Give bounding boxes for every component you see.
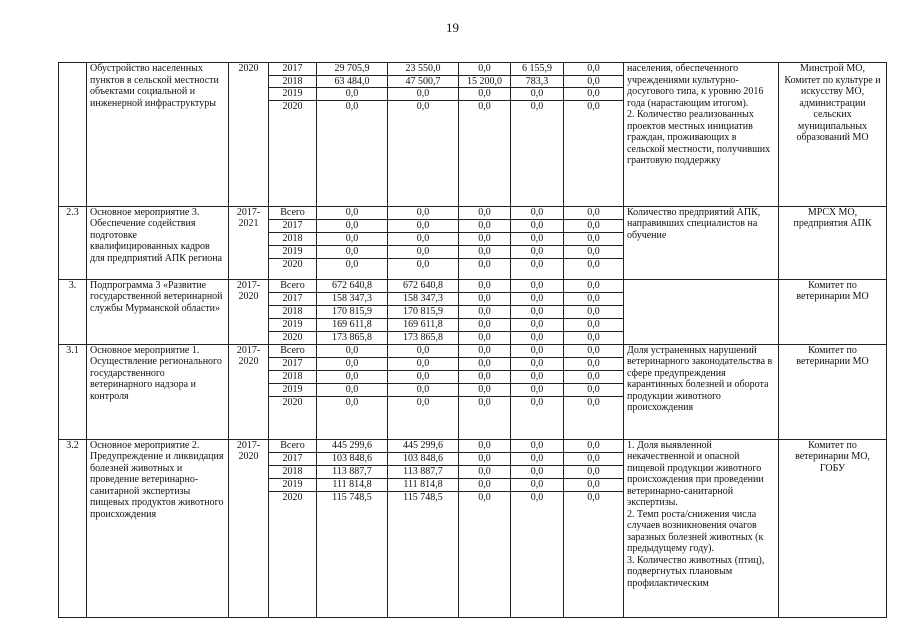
amount-rb: 0,0 <box>459 100 511 206</box>
indicator: Количество предприятий АПК, направивших специалистов на обучение <box>624 206 779 279</box>
page-number: 19 <box>446 20 459 35</box>
amount-vb: 0,0 <box>564 258 624 279</box>
amount-rb: 0,0 <box>459 331 511 344</box>
amount-total: 0,0 <box>317 100 388 206</box>
amount-rb: 0,0 <box>459 478 511 491</box>
amount-rb: 0,0 <box>459 465 511 478</box>
amount-total: 115 748,5 <box>317 491 388 617</box>
amount-mb: 0,0 <box>511 491 564 617</box>
year-cell: 2018 <box>269 232 317 245</box>
amount-total: 0,0 <box>317 88 388 101</box>
amount-vb: 0,0 <box>564 305 624 318</box>
amount-mb: 0,0 <box>511 245 564 258</box>
amount-fb: 445 299,6 <box>388 439 459 452</box>
amount-fb: 47 500,7 <box>388 75 459 88</box>
indicator: населения, обеспеченного учреждениями культурно-досугового типа, к уровню 2016 года (нарастающим итогом). 2. Количество реализованных проектов местных инициатив граждан, проживающих в сельской местности, получивших грантовую поддержку <box>624 63 779 207</box>
amount-vb: 0,0 <box>564 331 624 344</box>
amount-vb: 0,0 <box>564 292 624 305</box>
row-number: 3.2 <box>59 439 87 617</box>
amount-mb: 0,0 <box>511 292 564 305</box>
amount-vb: 0,0 <box>564 63 624 76</box>
amount-mb: 0,0 <box>511 396 564 439</box>
year-cell: 2017 <box>269 292 317 305</box>
amount-total: 173 865,8 <box>317 331 388 344</box>
amount-rb: 0,0 <box>459 344 511 357</box>
amount-rb: 0,0 <box>459 370 511 383</box>
indicator <box>624 279 779 344</box>
amount-mb: 0,0 <box>511 305 564 318</box>
amount-vb: 0,0 <box>564 478 624 491</box>
executor: Комитет по ветеринарии МО <box>779 344 887 439</box>
amount-vb: 0,0 <box>564 88 624 101</box>
amount-total: 113 887,7 <box>317 465 388 478</box>
period: 2020 <box>229 63 269 207</box>
amount-vb: 0,0 <box>564 318 624 331</box>
year-cell: 2018 <box>269 75 317 88</box>
amount-vb: 0,0 <box>564 383 624 396</box>
activity-name: Обустройство населенных пунктов в сельской местности объектами социальной и инженерной инфраструктуры <box>87 63 229 207</box>
indicator: 1. Доля выявленной некачественной и опасной пищевой продукции животного происхождения при проведении ветеринарно-санитарной экспертизы. 2. Темп роста/снижения числа случаев возникновения очагов заразных болезней животных (к предыдущему году). 3. Количество животных (птиц), подвергнутых плановым профилактическим <box>624 439 779 617</box>
year-cell: 2019 <box>269 478 317 491</box>
amount-rb: 0,0 <box>459 383 511 396</box>
row-number: 3. <box>59 279 87 344</box>
year-cell: 2018 <box>269 370 317 383</box>
amount-vb: 0,0 <box>564 344 624 357</box>
amount-vb: 0,0 <box>564 100 624 206</box>
amount-fb: 0,0 <box>388 357 459 370</box>
amount-total: 0,0 <box>317 245 388 258</box>
row-number <box>59 63 87 207</box>
amount-total: 0,0 <box>317 383 388 396</box>
amount-total: 0,0 <box>317 344 388 357</box>
year-cell: Всего <box>269 439 317 452</box>
amount-rb: 0,0 <box>459 88 511 101</box>
amount-mb: 0,0 <box>511 100 564 206</box>
amount-mb: 0,0 <box>511 465 564 478</box>
executor: Комитет по ветеринарии МО, ГОБУ <box>779 439 887 617</box>
amount-fb: 158 347,3 <box>388 292 459 305</box>
period: 2017- 2020 <box>229 439 269 617</box>
program-table <box>58 62 887 618</box>
amount-total: 672 640,8 <box>317 279 388 292</box>
amount-fb: 0,0 <box>388 100 459 206</box>
row-number: 2.3 <box>59 206 87 279</box>
amount-fb: 0,0 <box>388 206 459 219</box>
amount-rb: 0,0 <box>459 63 511 76</box>
year-cell: 2020 <box>269 100 317 206</box>
table-row <box>59 344 887 357</box>
amount-mb: 0,0 <box>511 478 564 491</box>
amount-vb: 0,0 <box>564 206 624 219</box>
amount-total: 445 299,6 <box>317 439 388 452</box>
amount-mb: 0,0 <box>511 258 564 279</box>
amount-mb: 0,0 <box>511 219 564 232</box>
year-cell: 2020 <box>269 396 317 439</box>
year-cell: 2020 <box>269 258 317 279</box>
amount-rb: 0,0 <box>459 318 511 331</box>
amount-vb: 0,0 <box>564 396 624 439</box>
amount-fb: 115 748,5 <box>388 491 459 617</box>
activity-name: Основное мероприятие 3. Обеспечение содействия подготовке квалифицированных кадров для предприятий АПК региона <box>87 206 229 279</box>
amount-total: 0,0 <box>317 232 388 245</box>
amount-rb: 0,0 <box>459 245 511 258</box>
executor: Комитет по ветеринарии МО <box>779 279 887 344</box>
amount-fb: 0,0 <box>388 245 459 258</box>
amount-rb: 0,0 <box>459 206 511 219</box>
amount-vb: 0,0 <box>564 465 624 478</box>
amount-vb: 0,0 <box>564 232 624 245</box>
activity-name: Основное мероприятие 1. Осуществление регионального государственного ветеринарного надзора и контроля <box>87 344 229 439</box>
amount-mb: 0,0 <box>511 344 564 357</box>
amount-rb: 15 200,0 <box>459 75 511 88</box>
year-cell: 2019 <box>269 318 317 331</box>
period: 2017- 2021 <box>229 206 269 279</box>
executor: МРСХ МО, предприятия АПК <box>779 206 887 279</box>
amount-rb: 0,0 <box>459 396 511 439</box>
year-cell: 2019 <box>269 383 317 396</box>
year-cell: Всего <box>269 279 317 292</box>
amount-vb: 0,0 <box>564 357 624 370</box>
amount-rb: 0,0 <box>459 491 511 617</box>
amount-vb: 0,0 <box>564 245 624 258</box>
amount-mb: 0,0 <box>511 331 564 344</box>
amount-vb: 0,0 <box>564 452 624 465</box>
amount-total: 0,0 <box>317 219 388 232</box>
amount-fb: 0,0 <box>388 344 459 357</box>
amount-rb: 0,0 <box>459 357 511 370</box>
amount-fb: 103 848,6 <box>388 452 459 465</box>
amount-fb: 0,0 <box>388 219 459 232</box>
amount-vb: 0,0 <box>564 219 624 232</box>
amount-fb: 23 550,0 <box>388 63 459 76</box>
amount-total: 170 815,9 <box>317 305 388 318</box>
amount-mb: 0,0 <box>511 452 564 465</box>
amount-rb: 0,0 <box>459 305 511 318</box>
amount-total: 0,0 <box>317 258 388 279</box>
amount-total: 0,0 <box>317 396 388 439</box>
year-cell: Всего <box>269 206 317 219</box>
amount-rb: 0,0 <box>459 292 511 305</box>
amount-total: 0,0 <box>317 357 388 370</box>
amount-rb: 0,0 <box>459 279 511 292</box>
year-cell: 2020 <box>269 491 317 617</box>
table-row <box>59 439 887 452</box>
amount-total: 0,0 <box>317 370 388 383</box>
row-number: 3.1 <box>59 344 87 439</box>
year-cell: 2019 <box>269 88 317 101</box>
year-cell: 2020 <box>269 331 317 344</box>
amount-mb: 0,0 <box>511 357 564 370</box>
amount-mb: 0,0 <box>511 232 564 245</box>
year-cell: Всего <box>269 344 317 357</box>
year-cell: 2017 <box>269 452 317 465</box>
amount-fb: 0,0 <box>388 370 459 383</box>
year-cell: 2019 <box>269 245 317 258</box>
amount-mb: 0,0 <box>511 88 564 101</box>
executor: Минстрой МО, Комитет по культуре и искусству МО, администрации сельских муниципальных образований МО <box>779 63 887 207</box>
year-cell: 2018 <box>269 465 317 478</box>
amount-fb: 169 611,8 <box>388 318 459 331</box>
year-cell: 2017 <box>269 219 317 232</box>
amount-total: 63 484,0 <box>317 75 388 88</box>
period: 2017- 2020 <box>229 279 269 344</box>
amount-mb: 0,0 <box>511 206 564 219</box>
amount-vb: 0,0 <box>564 279 624 292</box>
amount-fb: 173 865,8 <box>388 331 459 344</box>
amount-mb: 0,0 <box>511 370 564 383</box>
amount-mb: 0,0 <box>511 279 564 292</box>
period: 2017- 2020 <box>229 344 269 439</box>
amount-vb: 0,0 <box>564 491 624 617</box>
amount-vb: 0,0 <box>564 370 624 383</box>
amount-rb: 0,0 <box>459 452 511 465</box>
amount-total: 111 814,8 <box>317 478 388 491</box>
amount-rb: 0,0 <box>459 439 511 452</box>
amount-fb: 0,0 <box>388 232 459 245</box>
amount-fb: 0,0 <box>388 383 459 396</box>
amount-fb: 0,0 <box>388 396 459 439</box>
amount-fb: 0,0 <box>388 258 459 279</box>
table-row <box>59 279 887 292</box>
amount-fb: 170 815,9 <box>388 305 459 318</box>
indicator: Доля устраненных нарушений ветеринарного законодательства в сфере предупреждения карантинных болезней и оборота продукции животного происхождения <box>624 344 779 439</box>
activity-name: Основное мероприятие 2. Предупреждение и ликвидация болезней животных и проведение ветеринарно-санитарной экспертизы пищевых продуктов животного происхождения <box>87 439 229 617</box>
amount-fb: 672 640,8 <box>388 279 459 292</box>
amount-total: 0,0 <box>317 206 388 219</box>
amount-total: 29 705,9 <box>317 63 388 76</box>
amount-mb: 783,3 <box>511 75 564 88</box>
table-row <box>59 63 887 76</box>
activity-name: Подпрограмма 3 «Развитие государственной ветеринарной службы Мурманской области» <box>87 279 229 344</box>
amount-mb: 0,0 <box>511 383 564 396</box>
amount-total: 103 848,6 <box>317 452 388 465</box>
year-cell: 2017 <box>269 357 317 370</box>
year-cell: 2017 <box>269 63 317 76</box>
year-cell: 2018 <box>269 305 317 318</box>
amount-fb: 113 887,7 <box>388 465 459 478</box>
amount-vb: 0,0 <box>564 439 624 452</box>
amount-rb: 0,0 <box>459 258 511 279</box>
amount-rb: 0,0 <box>459 219 511 232</box>
amount-vb: 0,0 <box>564 75 624 88</box>
amount-mb: 6 155,9 <box>511 63 564 76</box>
amount-fb: 111 814,8 <box>388 478 459 491</box>
amount-rb: 0,0 <box>459 232 511 245</box>
amount-total: 169 611,8 <box>317 318 388 331</box>
table-row <box>59 206 887 219</box>
amount-fb: 0,0 <box>388 88 459 101</box>
amount-mb: 0,0 <box>511 439 564 452</box>
amount-mb: 0,0 <box>511 318 564 331</box>
amount-total: 158 347,3 <box>317 292 388 305</box>
